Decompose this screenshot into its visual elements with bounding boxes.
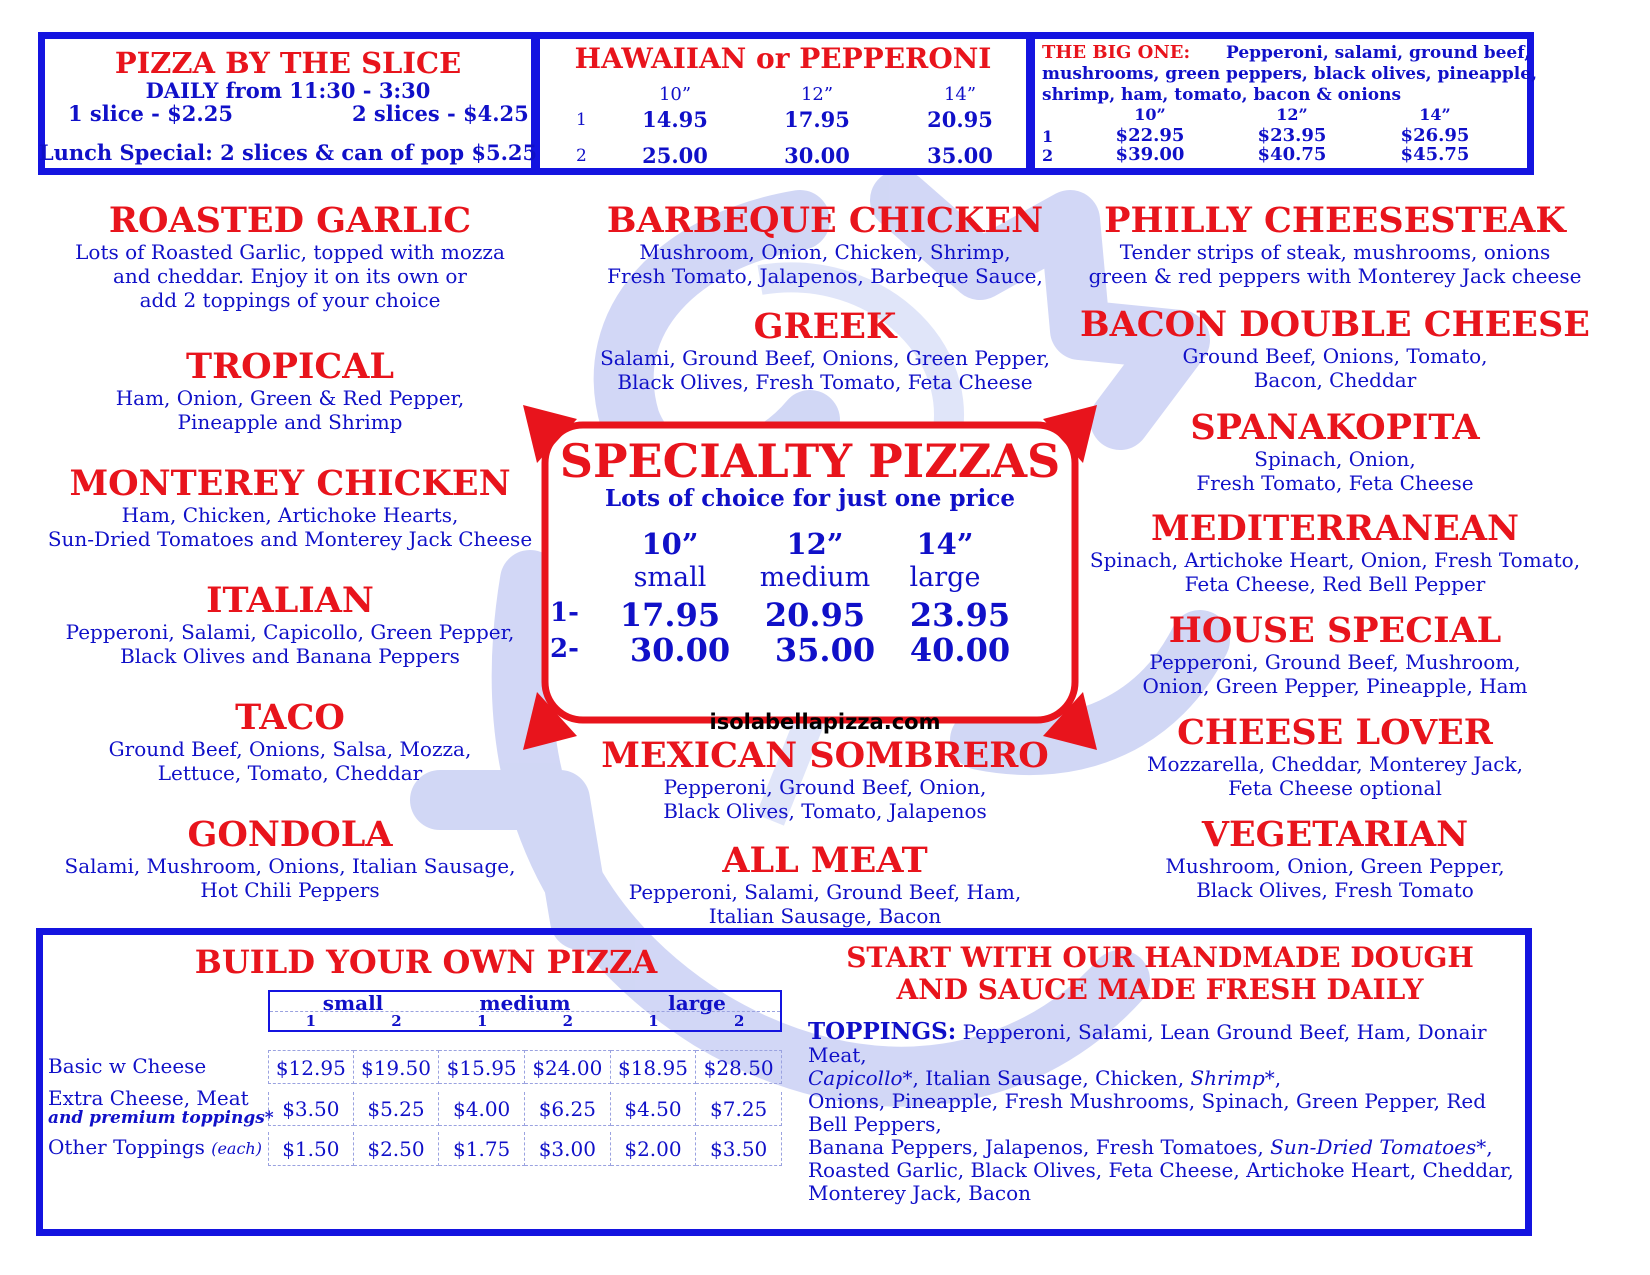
pizza-tropical [30, 348, 550, 434]
bigone-price: $22.95 [1115, 125, 1185, 146]
specialty-size: 12” [786, 527, 844, 561]
hawaiian-price: 20.95 [927, 107, 993, 132]
pizza-desc: Lettuce, Tomato, Cheddar [157, 761, 423, 785]
pizza-desc: Black Olives, Tomato, Jalapenos [663, 799, 987, 823]
byo-price: $1.75 [439, 1132, 525, 1166]
specialty-size-name: medium [759, 562, 871, 593]
byo-qty: 1 [648, 1012, 659, 1030]
specialty-qty: 2- [550, 634, 579, 664]
bigone-price: $45.75 [1400, 144, 1470, 165]
pizza-name: PHILLY CHEESESTEAK [1104, 200, 1566, 241]
byo-qty: 1 [305, 1012, 317, 1030]
toppings-text: , [1274, 1066, 1282, 1090]
pizza-taco [30, 699, 550, 785]
pizza-mediterranean [1055, 510, 1615, 596]
byo-price: $5.25 [354, 1092, 440, 1126]
bigone-desc: mushrooms, green peppers, black olives, pineapple, [1042, 64, 1537, 84]
bigone-price: $40.75 [1257, 144, 1327, 165]
toppings-list [808, 1020, 1528, 1205]
pizza-name: TROPICAL [186, 346, 394, 387]
pizza-desc: Ground Beef, Onions, Tomato, [1182, 344, 1488, 368]
byo-price: $6.25 [525, 1092, 611, 1126]
bigone-size: 12” [1276, 105, 1308, 124]
pizza-desc: Salami, Mushroom, Onions, Italian Sausage, [64, 854, 516, 878]
hawaiian-price: 25.00 [642, 143, 708, 168]
pizza-name: GREEK [753, 306, 897, 347]
hawaiian-price: 17.95 [784, 107, 850, 132]
byo-qty: 2 [562, 1012, 574, 1030]
specialty-qty: 1- [550, 598, 579, 628]
pizza-all-meat [540, 842, 1110, 928]
byo-group: large [668, 991, 726, 1015]
byo-row-label: Basic w Cheese [48, 1054, 207, 1078]
hawaiian-price: 30.00 [784, 143, 850, 168]
pizza-name: BARBEQUE CHICKEN [606, 200, 1044, 241]
pizza-barbeque-chicken [540, 202, 1110, 288]
toppings-text: Capicollo* [808, 1066, 913, 1090]
pizza-desc: Salami, Ground Beef, Onions, Green Pepper, [600, 346, 1050, 370]
pizza-name: MEXICAN SOMBRERO [601, 735, 1049, 776]
slice-daily: DAILY from 11:30 - 3:30 [145, 78, 431, 103]
hawaiian-size: 10” [658, 84, 692, 105]
pizza-monterey-chicken [30, 465, 550, 551]
hawaiian-qty: 1 [576, 110, 587, 130]
byo-price: $2.50 [354, 1132, 440, 1166]
byo-price: $3.00 [525, 1132, 611, 1166]
pizza-house-special [1055, 612, 1615, 698]
toppings-line [808, 1020, 1528, 1067]
toppings-text: Shrimp* [1190, 1066, 1275, 1090]
specialty-size: 10” [641, 527, 699, 561]
pizza-desc: Black Olives, Fresh Tomato, Feta Cheese [617, 370, 1033, 394]
pizza-desc: Sun-Dried Tomatoes and Monterey Jack Cheese [47, 527, 533, 551]
byo-row-sublabel: and premium toppings* [48, 1108, 274, 1128]
pizza-desc: green & red peppers with Monterey Jack cheese [1088, 264, 1582, 288]
pizza-desc: Pepperoni, Salami, Capicollo, Green Pepper, [65, 620, 515, 644]
pizza-desc: and cheddar. Enjoy it on its own or [113, 264, 467, 288]
pizza-desc: Hot Chili Peppers [200, 878, 380, 902]
toppings-text: , [1486, 1135, 1493, 1159]
pizza-desc: Ground Beef, Onions, Salsa, Mozza, [108, 737, 472, 761]
byo-price: $4.50 [611, 1092, 697, 1126]
toppings-text: Sun-Dried Tomatoes* [1270, 1135, 1487, 1159]
pizza-name: MONTEREY CHICKEN [69, 463, 511, 504]
specialty-size-name: small [633, 562, 707, 593]
pizza-name: ITALIAN [206, 580, 374, 621]
specialty-price: 40.00 [909, 631, 1011, 669]
toppings-text: , Italian Sausage, Chicken, [912, 1066, 1191, 1090]
toppings-line [808, 1067, 1528, 1090]
slice-one: 1 slice - $2.25 [68, 101, 233, 126]
pizza-gondola [30, 816, 550, 902]
byo-price: $3.50 [696, 1132, 782, 1166]
bigone-qty: 1 [1042, 127, 1054, 146]
byo-qty: 1 [476, 1012, 488, 1030]
bigone-price: $26.95 [1400, 125, 1470, 146]
bigone-qty: 2 [1042, 146, 1054, 165]
byo-group: small [322, 991, 384, 1015]
hawaiian-qty: 2 [576, 146, 587, 166]
pizza-desc: Mushroom, Onion, Green Pepper, [1165, 854, 1505, 878]
toppings-line: Roasted Garlic, Black Olives, Feta Cheese, Artichoke Heart, Cheddar, [808, 1158, 1514, 1182]
byo-qty: 2 [733, 1012, 745, 1030]
pizza-desc: Italian Sausage, Bacon [708, 904, 942, 928]
pizza-name: TACO [235, 697, 345, 738]
byo-price: $24.00 [525, 1050, 611, 1084]
specialty-price: 35.00 [774, 631, 876, 669]
pizza-desc: Spinach, Onion, [1254, 447, 1416, 471]
hawaiian-title: HAWAIIAN or PEPPERONI [574, 42, 992, 75]
pizza-desc: Pineapple and Shrimp [177, 410, 403, 434]
specialty-title: SPECIALTY PIZZAS [559, 434, 1061, 488]
byo-price: $15.95 [439, 1050, 525, 1084]
pizza-italian [30, 582, 550, 668]
byo-row-label-text: Other Toppings [48, 1135, 205, 1159]
pizza-name: ALL MEAT [722, 840, 928, 881]
bigone-size: 10” [1134, 105, 1166, 124]
pizza-name: SPANAKOPITA [1190, 407, 1480, 448]
pizza-desc: Bacon, Cheddar [1253, 368, 1417, 392]
byo-price: $7.25 [696, 1092, 782, 1126]
pizza-name: VEGETARIAN [1201, 814, 1469, 855]
pizza-desc: Tender strips of steak, mushrooms, onions [1119, 240, 1551, 264]
pizza-desc: Fresh Tomato, Jalapenos, Barbeque Sauce, [607, 264, 1043, 288]
pizza-desc: Mozzarella, Cheddar, Monterey Jack, [1147, 752, 1523, 776]
pizza-desc: Pepperoni, Ground Beef, Onion, [663, 775, 987, 799]
bigone-label: THE BIG ONE: [1042, 42, 1191, 63]
hawaiian-price: 14.95 [642, 107, 708, 132]
slice-two: 2 slices - $4.25 [352, 101, 529, 126]
specialty-price: 17.95 [619, 596, 721, 634]
hawaiian-size: 14” [943, 84, 977, 105]
pizza-name: ROASTED GARLIC [108, 200, 472, 241]
byo-grid [268, 1010, 782, 1170]
byo-price: $18.95 [611, 1050, 697, 1084]
lunch-special: Lunch Special: 2 slices & can of pop $5.25 [38, 140, 538, 165]
byo-row-label [48, 1135, 262, 1159]
pizza-greek [540, 308, 1110, 394]
byo-price: $19.50 [354, 1050, 440, 1084]
pizza-philly-cheesesteak [1055, 202, 1615, 288]
bigone-desc: shrimp, ham, tomato, bacon & onions [1042, 85, 1402, 105]
pizza-desc: Spinach, Artichoke Heart, Onion, Fresh Tomato, [1089, 548, 1581, 572]
specialty-price: 30.00 [629, 631, 731, 669]
byo-qty: 2 [391, 1012, 402, 1030]
bigone-price: $23.95 [1257, 125, 1327, 146]
specialty-size: 14” [916, 527, 974, 561]
toppings-line [808, 1136, 1528, 1159]
pizza-roasted-garlic [30, 202, 550, 312]
pizza-desc: Black Olives and Banana Peppers [120, 644, 460, 668]
handmade-line: START WITH OUR HANDMADE DOUGH [846, 941, 1474, 974]
byo-row-label: Extra Cheese, Meat [48, 1086, 249, 1110]
pizza-cheese-lover [1055, 714, 1615, 800]
byo-price: $2.00 [611, 1132, 697, 1166]
byo-group: medium [479, 991, 571, 1015]
toppings-line: Monterey Jack, Bacon [808, 1181, 1032, 1205]
hawaiian-size: 12” [800, 84, 834, 105]
pizza-name: GONDOLA [187, 814, 393, 855]
pizza-mexican-sombrero [540, 737, 1110, 823]
specialty-price: 23.95 [909, 596, 1011, 634]
specialty-subtitle: Lots of choice for just one price [604, 485, 1016, 512]
byo-price: $1.50 [268, 1132, 354, 1166]
byo-price: $3.50 [268, 1092, 354, 1126]
pizza-name: BACON DOUBLE CHEESE [1080, 304, 1590, 345]
pizza-desc: Fresh Tomato, Feta Cheese [1196, 471, 1474, 495]
pizza-desc: Onion, Green Pepper, Pineapple, Ham [1142, 674, 1528, 698]
specialty-size-name: large [909, 562, 981, 593]
handmade-line: AND SAUCE MADE FRESH DAILY [896, 973, 1424, 1006]
toppings-line: Onions, Pineapple, Fresh Mushrooms, Spinach, Green Pepper, Red Bell Peppers, [808, 1089, 1487, 1136]
byo-price: $28.50 [696, 1050, 782, 1084]
pizza-name: CHEESE LOVER [1177, 712, 1493, 753]
byo-title: BUILD YOUR OWN PIZZA [194, 943, 658, 981]
website-link[interactable]: isolabellapizza.com [709, 710, 941, 734]
slice-title: PIZZA BY THE SLICE [114, 46, 462, 80]
pizza-desc: Ham, Chicken, Artichoke Hearts, [121, 503, 459, 527]
pizza-desc: Feta Cheese optional [1228, 776, 1442, 800]
toppings-text: Pepperoni, Salami, Lean Ground Beef, Ham, Donair Meat, [808, 1020, 1487, 1067]
pizza-spanakopita [1055, 409, 1615, 495]
pizza-desc: Lots of Roasted Garlic, topped with mozza [75, 240, 505, 264]
pizza-vegetarian [1055, 816, 1615, 902]
byo-price: $12.95 [268, 1050, 354, 1084]
byo-price: $4.00 [439, 1092, 525, 1126]
bigone-desc: Pepperoni, salami, ground beef, [1226, 43, 1531, 63]
toppings-text: Banana Peppers, Jalapenos, Fresh Tomatoes, [808, 1135, 1271, 1159]
pizza-desc: add 2 toppings of your choice [139, 288, 441, 312]
pizza-desc: Ham, Onion, Green & Red Pepper, [115, 386, 465, 410]
pizza-desc: Mushroom, Onion, Chicken, Shrimp, [639, 240, 1011, 264]
toppings-label: TOPPINGS: [808, 1018, 957, 1045]
pizza-desc: Black Olives, Fresh Tomato [1196, 878, 1474, 902]
bigone-size: 14” [1419, 105, 1451, 124]
pizza-name: MEDITERRANEAN [1150, 508, 1519, 549]
pizza-desc: Pepperoni, Salami, Ground Beef, Ham, [628, 880, 1022, 904]
pizza-name: HOUSE SPECIAL [1168, 610, 1502, 651]
pizza-bacon-double-cheese [1055, 306, 1615, 392]
byo-row-sublabel: (each) [211, 1139, 262, 1158]
hawaiian-price: 35.00 [927, 143, 993, 168]
specialty-price: 20.95 [764, 596, 866, 634]
pizza-desc: Pepperoni, Ground Beef, Mushroom, [1149, 650, 1521, 674]
bigone-price: $39.00 [1115, 144, 1185, 165]
pizza-desc: Feta Cheese, Red Bell Pepper [1184, 572, 1486, 596]
